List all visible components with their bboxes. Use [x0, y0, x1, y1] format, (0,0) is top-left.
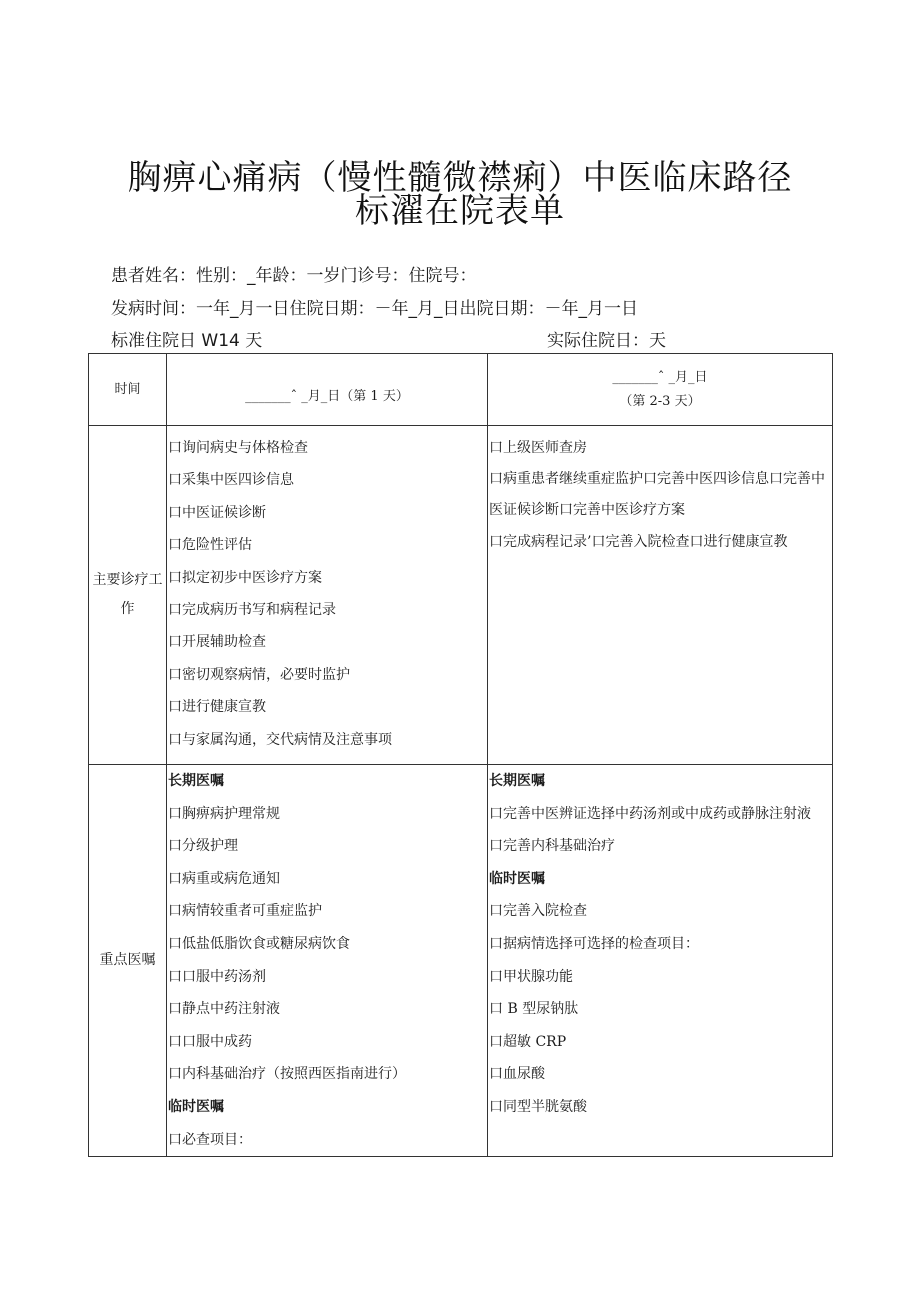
checklist-item: 口 B 型尿钠肽 [489, 1001, 579, 1018]
checklist-item: 口密切观察病情，必要时监护 [168, 666, 350, 683]
key-orders-day23-cell [488, 765, 833, 1157]
day1-header: _______ˆ _月_日（第 1 天） [245, 388, 409, 404]
document-title-line1: 胸痹心痛病（慢性髓微襟痢）中医临床路径 [127, 158, 793, 198]
day23-range: （第 2-3 天） [619, 393, 701, 409]
actual-stay-label: 实际住院日：天 [547, 331, 666, 351]
checklist-item: 口询问病史与体格检查 [168, 440, 308, 456]
main-work-row [89, 426, 833, 765]
checklist-item: 口病重或病危通知 [168, 870, 280, 887]
checklist-item: 口口服中药汤剂 [168, 968, 266, 985]
day23-date: _______ˆ _月_日 [612, 369, 708, 385]
checklist-item: 口完成病程记录’口完善入院检查口进行健康宣教 [489, 534, 788, 551]
checklist-item: 口同型半胱氨酸 [489, 1098, 587, 1115]
temporary-orders-heading: 临时医嘱 [489, 870, 545, 887]
temporary-orders-heading: 临时医嘱 [168, 1098, 224, 1115]
long-term-orders-heading: 长期医嘱 [168, 773, 224, 789]
checklist-item: 口中医证候诊断 [168, 504, 266, 521]
checklist-item: 口口服中成药 [168, 1033, 252, 1050]
checklist-item: 口完善内科基础治疗 [489, 838, 615, 855]
dates-info-line: 发病时间：一年_月一日住院日期：－年_月_日出院日期：－年_月一日 [111, 299, 638, 319]
key-orders-label-cell [89, 765, 167, 1157]
checklist-item: 口分级护理 [168, 838, 238, 855]
checklist-item: 口与家属沟通，交代病情及注意事项 [168, 731, 392, 748]
checklist-item: 口必查项目： [168, 1131, 252, 1148]
table-header-row [89, 354, 833, 426]
checklist-item: 口完成病历书写和病程记录 [168, 602, 336, 619]
main-work-day23-cell [488, 426, 833, 765]
checklist-item: 口病重患者继续重症监护口完善中医四诊信息口完善中医证候诊断口完善中医诊疗方案 [489, 471, 825, 519]
time-header-cell [89, 354, 167, 426]
main-work-label: 主要诊疗工作 [92, 572, 163, 617]
checklist-item: 口血尿酸 [489, 1066, 545, 1083]
checklist-item: 口超敏 CRP [489, 1033, 567, 1050]
standard-stay-label: 标准住院日 W14 天 [111, 331, 263, 351]
checklist-item: 口据病情选择可选择的检查项目： [489, 935, 699, 952]
checklist-item: 口拟定初步中医诊疗方案 [168, 569, 322, 586]
checklist-item: 口低盐低脂饮食或糖尿病饮食 [168, 935, 350, 952]
checklist-item: 口甲状腺功能 [489, 968, 573, 985]
checklist-item: 口胸痹病护理常规 [168, 805, 280, 822]
day1-header-cell [167, 354, 488, 426]
checklist-item: 口完善中医辨证选择中药汤剂或中成药或静脉注射液 [489, 805, 811, 822]
patient-info-line: 患者姓名：性别：_年龄：一岁门诊号：住院号： [111, 266, 477, 286]
key-orders-label: 重点医嘱 [99, 952, 156, 969]
checklist-item: 口内科基础治疗（按照西医指南进行） [168, 1066, 406, 1083]
checklist-item: 口完善入院检查 [489, 903, 587, 920]
checklist-item: 口上级医师查房 [489, 440, 587, 456]
key-orders-row [89, 765, 833, 1157]
clinical-pathway-table [88, 353, 833, 1157]
long-term-orders-heading: 长期医嘱 [489, 773, 545, 789]
checklist-item: 口危险性评估 [168, 537, 252, 554]
key-orders-day1-cell [167, 765, 488, 1157]
document-title-line2: 标濯在院表单 [355, 191, 565, 231]
checklist-item: 口病情较重者可重症监护 [168, 903, 322, 920]
checklist-item: 口进行健康宣教 [168, 699, 266, 716]
checklist-item: 口静点中药注射液 [168, 1001, 280, 1018]
day23-header-cell [488, 354, 833, 426]
main-work-label-cell [89, 426, 167, 765]
checklist-item: 口开展辅助检查 [168, 634, 266, 651]
checklist-item: 口采集中医四诊信息 [168, 472, 294, 489]
time-label: 时间 [114, 381, 141, 397]
main-work-day1-cell [167, 426, 488, 765]
